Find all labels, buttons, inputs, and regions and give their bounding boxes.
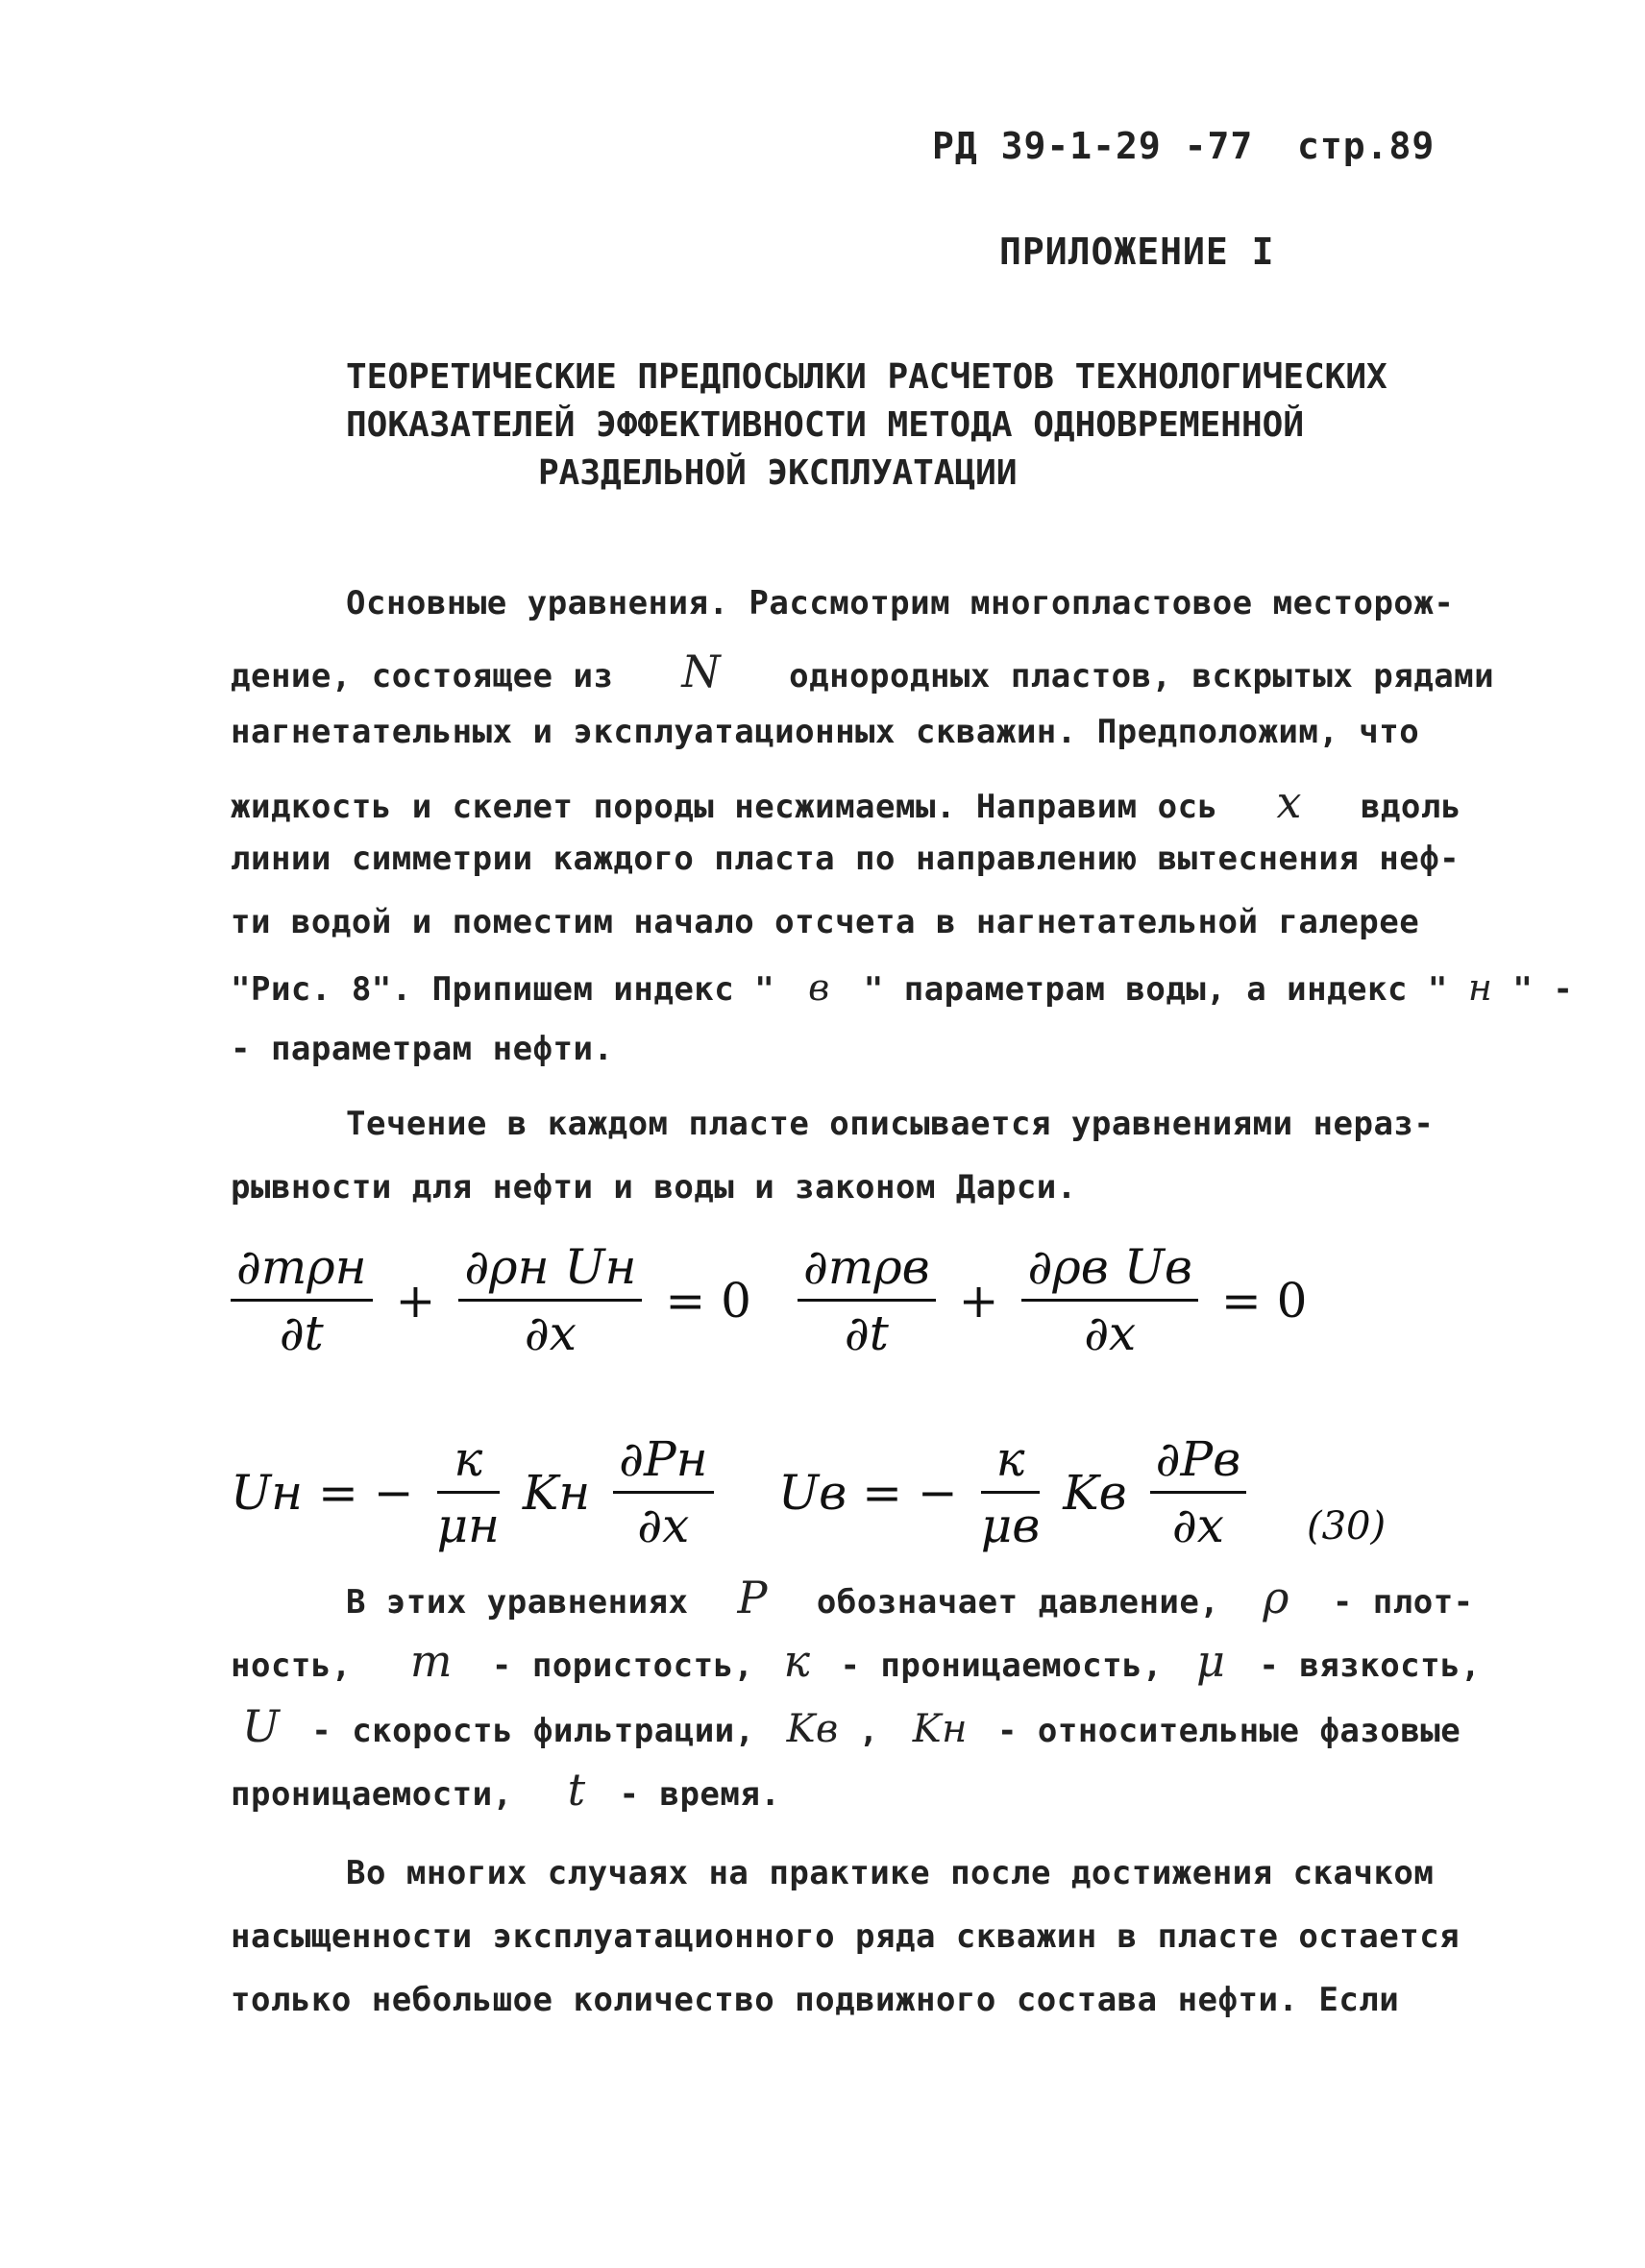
title-line-1: ТЕОРЕТИЧЕСКИЕ ПРЕДПОСЫЛКИ РАСЧЕТОВ ТЕХНОЛОГИЧЕСКИХ (346, 357, 1387, 397)
symbol-velocity: U (242, 1700, 281, 1752)
text: "Рис. 8". Припишем индекс " (231, 970, 775, 1009)
symbol-viscosity: μ (1195, 1635, 1226, 1687)
para2-line2: рывности для нефти и воды и законом Дарси. (231, 1168, 1077, 1207)
fraction (231, 1239, 373, 1361)
text: ность, (231, 1646, 352, 1685)
denominator: ∂x (1084, 1305, 1137, 1361)
title-line-2: ПОКАЗАТЕЛЕЙ ЭФФЕКТИВНОСТИ МЕТОДА ОДНОВРЕМЕННОЙ (346, 405, 1304, 445)
para3-line2 (231, 1635, 1481, 1687)
denominator: ∂x (637, 1498, 690, 1553)
denominator: μн (436, 1498, 500, 1553)
symbol-n-layers: N (681, 646, 722, 697)
text: " параметрам воды, а индекс " (863, 970, 1448, 1009)
para3-line4 (231, 1764, 780, 1816)
para1-line7 (231, 966, 1573, 1009)
numerator: к (437, 1431, 500, 1494)
text: - относительные фазовые (996, 1712, 1461, 1750)
continuity-equation-oil (231, 1239, 759, 1361)
text: вдоль (1360, 788, 1461, 826)
text: - проницаемость, (840, 1646, 1163, 1685)
para2-line1: Течение в каждом пласте описывается уравнениями нераз- (346, 1105, 1435, 1143)
text: " - (1512, 970, 1574, 1009)
equals-zero: = 0 (1220, 1272, 1308, 1329)
symbol-porosity: m (409, 1635, 453, 1687)
equals-zero: = 0 (665, 1272, 751, 1329)
denominator: ∂t (844, 1305, 889, 1361)
para3-line1 (346, 1572, 1474, 1623)
numerator: ∂ρн Uн (458, 1239, 642, 1302)
fraction (458, 1239, 642, 1361)
text: , (858, 1712, 879, 1750)
numerator: ∂ρв Uв (1021, 1239, 1197, 1302)
text: - плот- (1332, 1583, 1474, 1622)
numerator: ∂Pн (613, 1431, 713, 1494)
symbol-x-axis: x (1276, 776, 1302, 828)
plus-sign: + (395, 1272, 436, 1329)
para1-line3: нагнетательных и эксплуатационных скважин. Предположим, что (231, 713, 1420, 751)
para1-line4 (231, 776, 1461, 828)
text: - скорость фильтрации, (311, 1712, 755, 1750)
darcy-equation-oil (231, 1431, 714, 1553)
relative-permeability: Kн (522, 1464, 591, 1521)
numerator: ∂mρв (798, 1239, 936, 1302)
denominator: ∂t (279, 1305, 324, 1361)
lhs: Uн = − (231, 1464, 414, 1521)
para1-line6: ти водой и поместим начало отсчета в нагнетательной галерее (231, 903, 1420, 941)
continuity-equation-water (798, 1239, 1314, 1361)
page-number: стр.89 (1297, 125, 1436, 167)
numerator: ∂Pв (1150, 1431, 1247, 1494)
fraction (437, 1431, 500, 1553)
fraction (1021, 1239, 1197, 1361)
relative-permeability: Kв (1063, 1464, 1127, 1521)
fraction (1150, 1431, 1247, 1553)
doc-code: РД 39-1-29 -77 (932, 125, 1254, 167)
denominator: ∂x (524, 1305, 577, 1361)
numerator: к (981, 1431, 1041, 1494)
text: - пористость, (491, 1646, 754, 1685)
symbol-permeability: к (783, 1635, 811, 1687)
text: жидкость и скелет породы несжимаемы. Направим ось (231, 788, 1218, 826)
para1-line5: линии симметрии каждого пласта по направлению вытеснения неф- (231, 840, 1461, 878)
para4-line3: только небольшое количество подвижного состава нефти. Если (231, 1981, 1400, 2019)
fraction (981, 1431, 1041, 1553)
para1-line1: Основные уравнения. Рассмотрим многопластовое месторож- (346, 584, 1455, 622)
symbol-time: t (567, 1764, 586, 1816)
fraction (798, 1239, 936, 1361)
text: однородных пластов, вскрытых рядами (789, 657, 1495, 695)
text: обозначает давление, (816, 1583, 1220, 1622)
text: - время. (619, 1775, 781, 1814)
text: дение, состоящее из (231, 657, 614, 695)
lhs: Uв = − (778, 1464, 958, 1521)
numerator: ∂mρн (231, 1239, 373, 1302)
denominator: μв (980, 1498, 1041, 1553)
text: - вязкость, (1259, 1646, 1482, 1685)
para4-line2: насыщенности эксплуатационного ряда скважин в пласте остается (231, 1917, 1461, 1956)
para1-line8: - параметрам нефти. (231, 1030, 614, 1068)
plus-sign: + (958, 1272, 999, 1329)
para4-line1: Во многих случаях на практике после достижения скачком (346, 1854, 1435, 1892)
text: В этих уравнениях (346, 1583, 689, 1622)
symbol-water-index: в (808, 966, 830, 1009)
symbol-kv: Kв (786, 1707, 839, 1751)
appendix-heading: ПРИЛОЖЕНИЕ I (999, 231, 1275, 273)
symbol-oil-index: н (1467, 966, 1493, 1009)
fraction (613, 1431, 713, 1553)
text: проницаемости, (231, 1775, 513, 1814)
symbol-pressure: P (737, 1572, 768, 1623)
symbol-kn: Kн (912, 1707, 968, 1751)
equation-number: (30) (1307, 1504, 1387, 1549)
denominator: ∂x (1171, 1498, 1224, 1553)
title-line-3: РАЗДЕЛЬНОЙ ЭКСПЛУАТАЦИИ (538, 453, 1018, 493)
darcy-equation-water (778, 1431, 1246, 1553)
para3-line3 (231, 1700, 1461, 1752)
symbol-density: ρ (1263, 1572, 1289, 1623)
para1-line2 (231, 646, 1494, 697)
